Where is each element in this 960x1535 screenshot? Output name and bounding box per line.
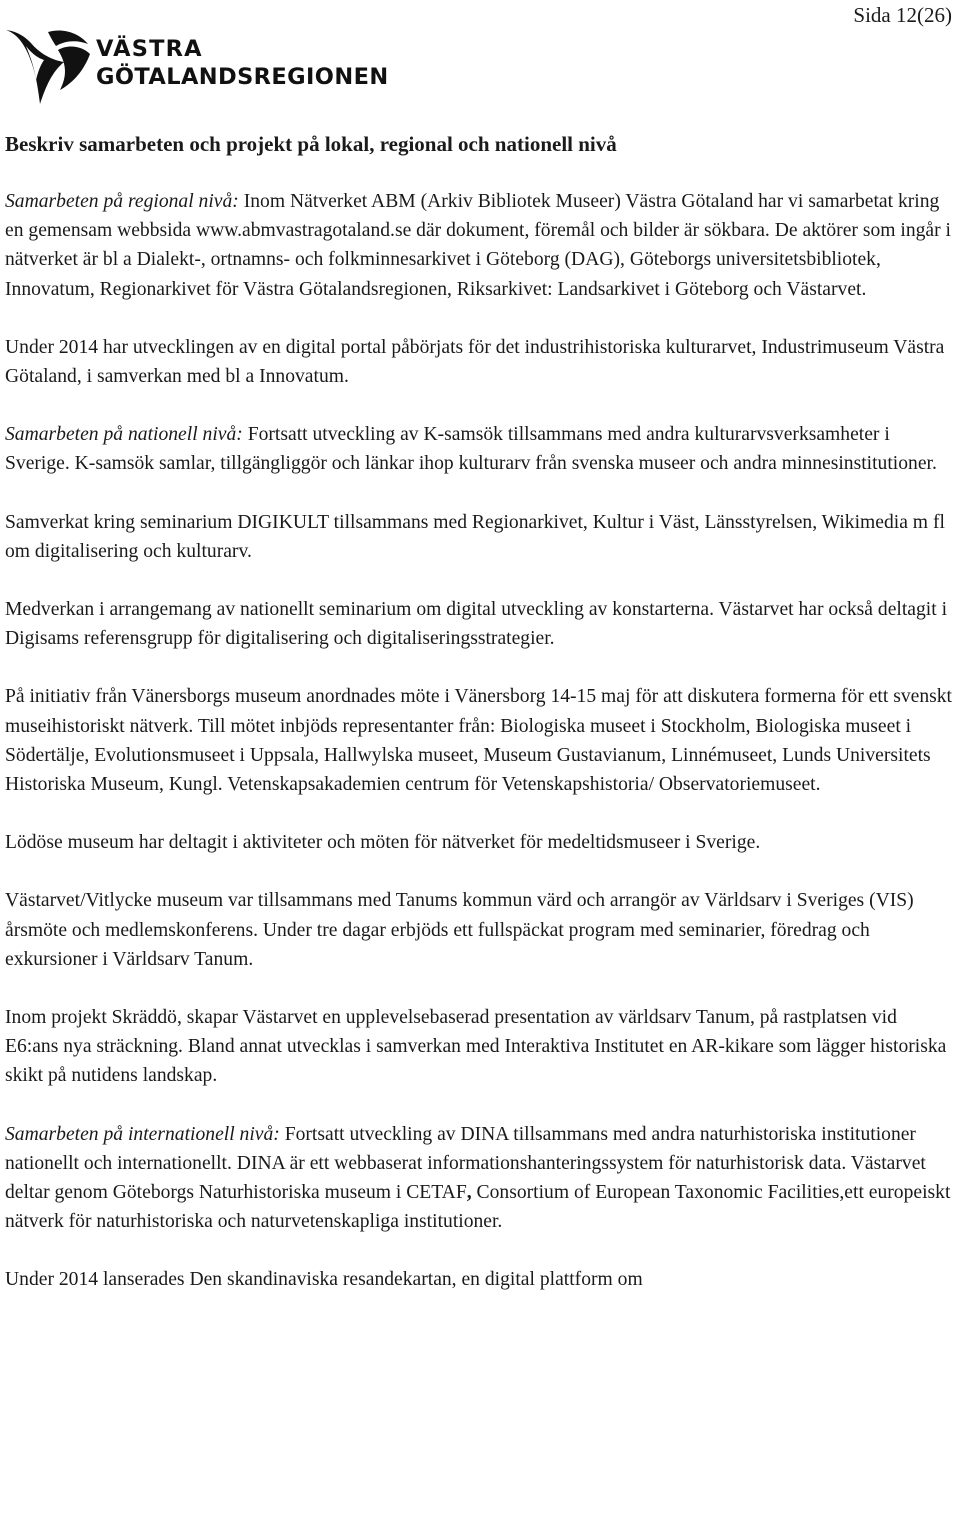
paragraph-international: [5, 1120, 955, 1237]
paragraph: Samverkat kring seminarium DIGIKULT tillsammans med Regionarkivet, Kultur i Väst, Länsstyrelsen, Wikimedia m fl om digitalisering och kulturarv.: [5, 511, 945, 562]
page-number: Sida 12(26): [853, 3, 952, 27]
vgr-emblem-icon: [4, 24, 94, 108]
logo-wordmark: [96, 38, 389, 88]
paragraph-text: Fortsatt utveckling av DINA tillsammans med andra naturhistoriska institutioner nationellt och internationellt. DINA är ett webbaserat informationshanteringssystem för naturhistorisk data. Västarvet deltar genom Göteborgs Naturhistoriska museum i CETAF: [5, 1123, 926, 1204]
paragraph-text: Inom Nätverket ABM (Arkiv Bibliotek Museer) Västra Götaland har vi samarbetat kring en gemensam webbsida www.abmvastragotaland.se där dokument, föremål och bilder är sökbara. De aktörer som ingår i nätverket är bl a Dialekt-, ortnamns- och folkminnesarkivet i Göteborg (DAG), Göteborgs universitetsbibliotek, Innovatum, Regionarkivet för Västra Götalandsregionen, Riksarkivet: Landsarkivet i Göteborg och Västarvet.: [5, 191, 951, 300]
paragraph-text: Fortsatt utveckling av K-samsök tillsammans med andra kulturarvsverksamheter i Sverige. K-samsök samlar, tillgängliggör och länkar ihop kulturarv från svenska museer och andra minnesinstitutioner.: [5, 424, 937, 475]
paragraph: Västarvet/Vitlycke museum var tillsammans med Tanums kommun värd och arrangör av Världsarv i Sveriges (VIS) årsmöte och medlemskonferens. Under tre dagar erbjöds ett fullspäckat program med seminarier, föredrag och exkursioner i Världsarv Tanum.: [5, 890, 914, 970]
paragraph-lead: Samarbeten på regional nivå:: [5, 191, 239, 212]
paragraph-lead: Samarbeten på nationell nivå:: [5, 424, 243, 446]
vgr-logo: [4, 24, 404, 108]
paragraph-national: [5, 420, 955, 478]
paragraph: Inom projekt Skräddö, skapar Västarvet en upplevelsebaserad presentation av världsarv Tanum, på rastplatsen vid E6:ans nya sträckning. Bland annat utvecklas i samverkan med Interaktiva Institutet en AR-kikare som lägger historiska skikt på nutidens landskap.: [5, 1007, 947, 1087]
paragraph-lead: Samarbeten på internationell nivå:: [5, 1123, 280, 1145]
paragraph-text: Consortium of European Taxonomic Facilities,ett europeiskt nätverk för naturhistoriska och naturvetenskapliga institutioner.: [5, 1182, 951, 1233]
paragraph: Under 2014 lanserades Den skandinaviska resandekartan, en digital plattform om: [5, 1269, 643, 1291]
paragraph: Under 2014 har utvecklingen av en digital portal påbörjats för det industrihistoriska kulturarvet, Industrimuseum Västra Götaland, i samverkan med bl a Innovatum.: [5, 336, 945, 388]
paragraph: Medverkan i arrangemang av nationellt seminarium om digital utveckling av konstarterna. Västarvet har också deltagit i Digisams referensgrupp för digitalisering och digitaliseringsstrategier.: [5, 599, 948, 650]
logo-line1: VÄSTRA: [96, 36, 203, 62]
document-body: [5, 130, 955, 1295]
paragraph: På initiativ från Vänersborgs museum anordnades möte i Vänersborg 14-15 maj för att diskutera formerna för ett svenskt museihistoriskt nätverk. Till mötet inbjöds representanter från: Biologiska museet i Stockholm, Biologiska museet i Södertälje, Evolutionsmuseet i Uppsala, Hallwylska museet, Museum Gustavianum, Linnémuseet, Lunds Universitets Historiska Museum, Kungl. Vetenskapsakademien centrum för Vetenskapshistoria/ Observatoriemuseet.: [5, 686, 952, 796]
paragraph-regional: [5, 187, 955, 304]
logo-line2: GÖTALANDSREGIONEN: [96, 63, 389, 90]
paragraph: Lödöse museum har deltagit i aktiviteter och möten för nätverket för medeltidsmuseer i Sverige.: [5, 832, 761, 854]
paragraph-bold-comma: ,: [466, 1182, 472, 1204]
section-heading: Beskriv samarbeten och projekt på lokal, regional och nationell nivå: [5, 132, 617, 156]
